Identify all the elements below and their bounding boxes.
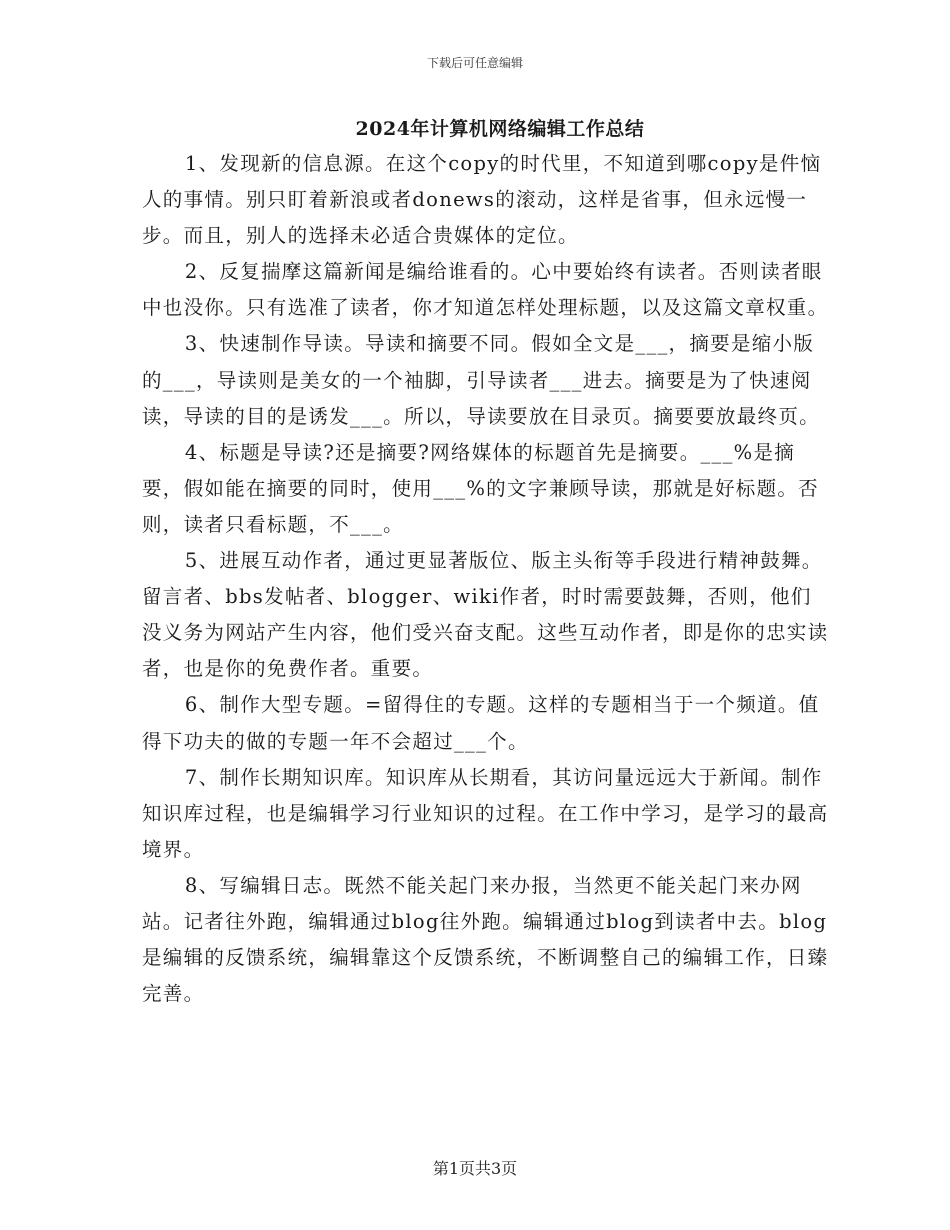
- paragraph-3: 3、快速制作导读。导读和摘要不同。假如全文是___，摘要是缩小版的___，导读则是美女的一个袖脚，引导读者___进去。摘要是为了快速阅读，导读的目的是诱发___。所以，导读要放在目录页。摘要要放最终页。: [142, 332, 820, 428]
- paragraph-2: 2、反复揣摩这篇新闻是编给谁看的。心中要始终有读者。否则读者眼中也没你。只有选准了读者，你才知道怎样处理标题，以及这篇文章权重。: [142, 260, 829, 320]
- header-note: 下载后可任意编辑: [426, 56, 523, 70]
- paragraph-8: 8、写编辑日志。既然不能关起门来办报，当然更不能关起门来办网站。记者往外跑，编辑通过blog往外跑。编辑通过blog到读者中去。blog是编辑的反馈系统，编辑靠这个反馈系统，不断调整自己的编辑工作，日臻完善。: [142, 873, 829, 1006]
- document-body: [142, 146, 832, 1012]
- page-footer: 第1页共3页: [432, 1159, 518, 1178]
- paragraph-4: 4、标题是导读?还是摘要?网络媒体的标题首先是摘要。___%是摘要，假如能在摘要的同时，使用___%的文字兼顾导读，那就是好标题。否则，读者只看标题，不___。: [142, 440, 819, 536]
- document-title: 2024年计算机网络编辑工作总结: [355, 118, 645, 140]
- paragraph-5: 5、进展互动作者，通过更显著版位、版主头衔等手段进行精神鼓舞。留言者、bbs发帖者、blogger、wiki作者，时时需要鼓舞，否则，他们没义务为网站产生内容，他们受兴奋支配。这些互动作者，即是你的忠实读者，也是你的免费作者。重要。: [142, 549, 829, 681]
- paragraph-1: 1、发现新的信息源。在这个copy的时代里，不知道到哪copy是件恼人的事情。别只盯着新浪或者donews的滚动，这样是省事，但永远慢一步。而且，别人的选择未必适合贵媒体的定位。: [142, 152, 822, 248]
- paragraph-6: 6、制作大型专题。=留得住的专题。这样的专题相当于一个频道。值得下功夫的做的专题一年不会超过___个。: [142, 693, 820, 753]
- paragraph-7: 7、制作长期知识库。知识库从长期看，其访问量远远大于新闻。制作知识库过程，也是编辑学习行业知识的过程。在工作中学习，是学习的最高境界。: [142, 765, 829, 861]
